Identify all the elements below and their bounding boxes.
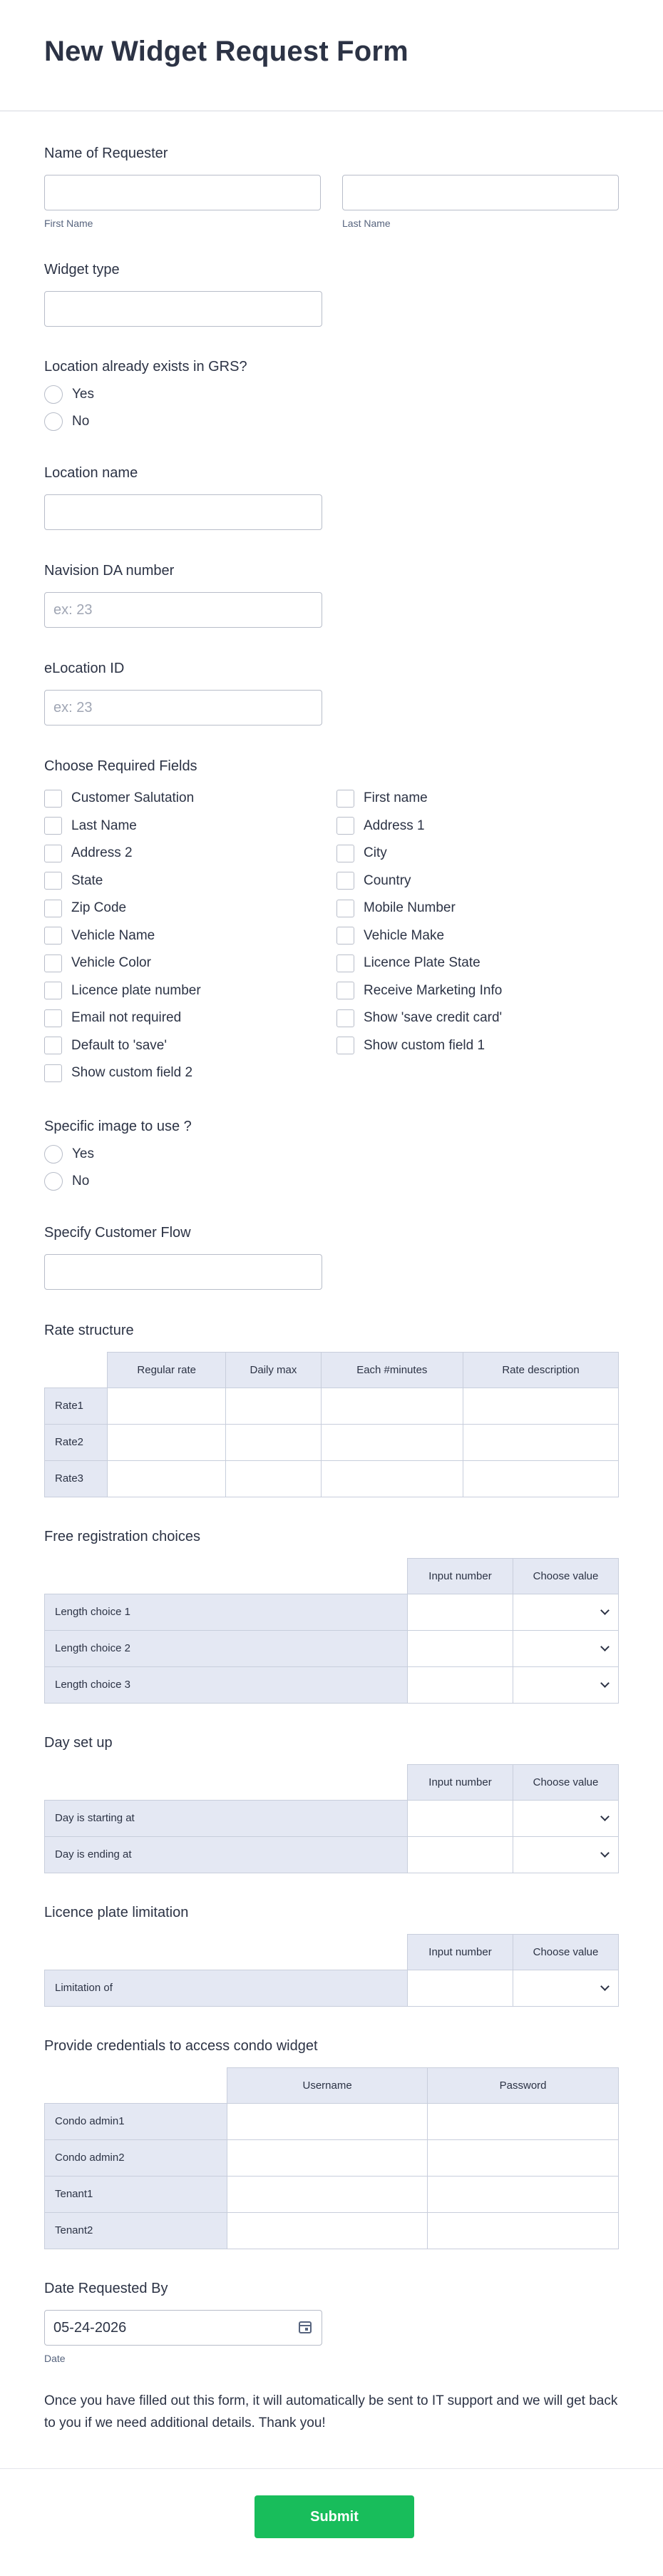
table-row <box>45 1594 619 1630</box>
corner-cell <box>45 1558 408 1594</box>
required-field-checkbox-item[interactable] <box>336 840 629 867</box>
row-header: Limitation of <box>45 1970 408 2006</box>
table-cell-input[interactable] <box>408 1800 513 1836</box>
chevron-down-icon <box>600 1679 610 1688</box>
table-row <box>45 1666 619 1703</box>
checkbox[interactable] <box>336 817 354 835</box>
corner-cell <box>45 1352 108 1388</box>
radio-circle[interactable] <box>44 385 63 404</box>
table-row <box>45 2139 619 2176</box>
required-field-checkbox-item[interactable] <box>44 950 336 977</box>
table-row <box>45 2103 619 2139</box>
table-cell-input[interactable] <box>428 2212 619 2249</box>
table-row <box>45 1424 619 1460</box>
chevron-down-icon <box>600 1982 610 1991</box>
radio-label: Yes <box>72 387 94 402</box>
specific-image-section <box>44 1119 619 1195</box>
checkbox[interactable] <box>44 845 62 862</box>
credentials-section <box>44 2038 619 2249</box>
rate-structure-table <box>44 1352 619 1497</box>
day-setup-section <box>44 1735 619 1873</box>
row-header: Tenant2 <box>45 2212 227 2249</box>
corner-cell <box>45 1934 408 1970</box>
navision-section <box>44 563 619 628</box>
radio-label: No <box>72 1173 90 1188</box>
requester-section <box>44 146 619 229</box>
checkbox-label: Receive Marketing Info <box>364 982 503 998</box>
checkbox-label: Customer Salutation <box>71 790 195 806</box>
location-exists-label: Location already exists in GRS? <box>44 359 247 375</box>
navision-label: Navision DA number <box>44 563 175 579</box>
column-header: Regular rate <box>108 1352 226 1388</box>
required-field-checkbox-item[interactable] <box>336 950 629 977</box>
required-field-checkbox-item[interactable] <box>336 977 629 1005</box>
customer-flow-label: Specify Customer Flow <box>44 1224 191 1241</box>
table-row <box>45 1388 619 1424</box>
checkbox-label: Address 1 <box>364 818 425 833</box>
table-cell-input[interactable] <box>108 1424 226 1460</box>
radio-label: Yes <box>72 1146 94 1161</box>
table-row <box>45 1970 619 2006</box>
checkbox[interactable] <box>44 1009 62 1027</box>
location-name-label: Location name <box>44 465 138 481</box>
checkbox-label: Address 2 <box>71 845 133 861</box>
checkbox-label: Email not required <box>71 1010 182 1026</box>
column-header: Password <box>428 2067 619 2103</box>
table-cell-input[interactable] <box>321 1424 463 1460</box>
chevron-down-icon <box>600 1642 610 1651</box>
table-cell-input[interactable] <box>226 1424 321 1460</box>
radio-circle[interactable] <box>44 1145 63 1164</box>
row-header: Rate3 <box>45 1460 108 1497</box>
required-field-checkbox-item[interactable] <box>336 1032 629 1060</box>
date-value: 05-24-2026 <box>53 2319 127 2336</box>
table-cell-input[interactable] <box>428 2139 619 2176</box>
checkbox-label: Show custom field 2 <box>71 1065 193 1081</box>
required-fields-label: Choose Required Fields <box>44 758 197 774</box>
checkbox-label: Zip Code <box>71 900 127 916</box>
date-requested-section <box>44 2281 619 2364</box>
checkbox-label: Mobile Number <box>364 900 456 916</box>
choose-value-dropdown[interactable] <box>513 1836 619 1873</box>
row-header: Rate1 <box>45 1388 108 1424</box>
table-cell-input[interactable] <box>226 1388 321 1424</box>
radio-circle[interactable] <box>44 1172 63 1191</box>
chevron-down-icon <box>600 1812 610 1821</box>
table-cell-input[interactable] <box>408 1630 513 1666</box>
table-row <box>45 1800 619 1836</box>
navision-placeholder: ex: 23 <box>53 602 93 618</box>
required-field-checkbox-item[interactable] <box>336 813 629 840</box>
elocation-input[interactable] <box>44 690 322 726</box>
rate-structure-label: Rate structure <box>44 1322 134 1338</box>
plate-limit-section <box>44 1905 619 2007</box>
table-cell-input[interactable] <box>408 1666 513 1703</box>
table-cell-input[interactable] <box>408 1594 513 1630</box>
specific-image-label: Specific image to use ? <box>44 1118 192 1134</box>
location-exists-yes[interactable] <box>44 381 619 408</box>
date-input[interactable] <box>44 2310 322 2346</box>
table-cell-input[interactable] <box>108 1388 226 1424</box>
first-name-sublabel: First Name <box>44 218 93 229</box>
elocation-section <box>44 661 619 726</box>
checkbox[interactable] <box>44 982 62 999</box>
customer-flow-section <box>44 1225 619 1290</box>
credentials-label: Provide credentials to access condo widget <box>44 2037 318 2054</box>
checkbox[interactable] <box>44 872 62 890</box>
required-fields-section <box>44 758 619 1087</box>
checkbox[interactable] <box>336 982 354 999</box>
location-name-input[interactable] <box>44 494 322 530</box>
checkbox[interactable] <box>336 845 354 862</box>
row-header: Tenant1 <box>45 2176 227 2212</box>
column-header: Input number <box>408 1934 513 1970</box>
choose-value-dropdown[interactable] <box>513 1666 619 1703</box>
table-cell-input[interactable] <box>463 1460 619 1497</box>
checkbox[interactable] <box>336 900 354 917</box>
checkbox-label: City <box>364 845 387 861</box>
row-header: Length choice 3 <box>45 1666 408 1703</box>
form-header <box>0 0 663 111</box>
corner-cell <box>45 2067 227 2103</box>
table-row <box>45 1460 619 1497</box>
row-header: Condo admin2 <box>45 2139 227 2176</box>
checkbox[interactable] <box>44 900 62 917</box>
table-cell-input[interactable] <box>321 1388 463 1424</box>
table-cell-input[interactable] <box>227 2103 428 2139</box>
checkbox[interactable] <box>44 1037 62 1054</box>
table-row <box>45 1836 619 1873</box>
rate-structure-section <box>44 1323 619 1497</box>
table-cell-input[interactable] <box>408 1836 513 1873</box>
required-field-checkbox-item[interactable] <box>336 895 629 922</box>
checkbox-label: State <box>71 872 103 888</box>
page-title: New Widget Request Form <box>44 36 408 67</box>
column-header: Daily max <box>226 1352 321 1388</box>
checkbox[interactable] <box>44 954 62 972</box>
free-registration-table <box>44 1558 619 1704</box>
free-registration-label: Free registration choices <box>44 1528 200 1544</box>
credentials-table <box>44 2067 619 2249</box>
widget-type-label: Widget type <box>44 262 120 278</box>
closing-note-section <box>44 2390 619 2434</box>
checkbox[interactable] <box>336 872 354 890</box>
requester-label: Name of Requester <box>44 146 168 161</box>
checkbox-label: Vehicle Color <box>71 955 151 971</box>
required-field-checkbox-item[interactable] <box>44 840 336 867</box>
form-footer <box>0 2468 663 2576</box>
choose-value-dropdown[interactable] <box>513 1970 619 2006</box>
checkbox-label: Vehicle Name <box>71 927 155 943</box>
column-header: Choose value <box>513 1558 619 1594</box>
column-header: Choose value <box>513 1934 619 1970</box>
required-field-checkbox-item[interactable] <box>44 1059 336 1087</box>
customer-flow-input[interactable] <box>44 1254 322 1290</box>
required-field-checkbox-item[interactable] <box>336 867 629 895</box>
table-cell-input[interactable] <box>227 2212 428 2249</box>
table-cell-input[interactable] <box>463 1424 619 1460</box>
choose-value-dropdown[interactable] <box>513 1594 619 1630</box>
column-header: Input number <box>408 1558 513 1594</box>
column-header: Rate description <box>463 1352 619 1388</box>
checkbox[interactable] <box>44 790 62 808</box>
navision-input[interactable] <box>44 592 322 628</box>
first-name-input[interactable] <box>44 175 321 210</box>
calendar-icon[interactable] <box>299 2321 312 2333</box>
checkbox[interactable] <box>336 927 354 945</box>
radio-circle[interactable] <box>44 412 63 431</box>
table-cell-input[interactable] <box>408 1970 513 2006</box>
radio-label: No <box>72 414 90 429</box>
submit-button[interactable]: Submit <box>255 2495 414 2538</box>
last-name-input[interactable] <box>342 175 619 210</box>
column-header: Input number <box>408 1764 513 1800</box>
checkbox-label: Last Name <box>71 818 137 833</box>
row-header: Day is ending at <box>45 1836 408 1873</box>
location-exists-section <box>44 359 619 435</box>
elocation-label: eLocation ID <box>44 661 125 676</box>
specific-image-yes[interactable] <box>44 1141 619 1168</box>
checkbox[interactable] <box>336 954 354 972</box>
checkbox[interactable] <box>336 790 354 808</box>
column-header: Each #minutes <box>321 1352 463 1388</box>
elocation-placeholder: ex: 23 <box>53 700 93 716</box>
required-field-checkbox-item[interactable] <box>44 785 336 813</box>
checkbox-label: Show custom field 1 <box>364 1037 485 1053</box>
date-sublabel: Date <box>44 2352 66 2364</box>
checkbox-label: First name <box>364 790 428 806</box>
plate-limit-table <box>44 1934 619 2007</box>
corner-cell <box>45 1764 408 1800</box>
checkbox[interactable] <box>44 1064 62 1082</box>
checkbox[interactable] <box>336 1009 354 1027</box>
table-cell-input[interactable] <box>227 2176 428 2212</box>
required-field-checkbox-item[interactable] <box>44 977 336 1005</box>
required-field-checkbox-item[interactable] <box>44 1032 336 1060</box>
choose-value-dropdown[interactable] <box>513 1800 619 1836</box>
table-cell-input[interactable] <box>428 2103 619 2139</box>
table-row <box>45 2176 619 2212</box>
checkbox-label: Country <box>364 872 411 888</box>
checkbox[interactable] <box>44 817 62 835</box>
table-cell-input[interactable] <box>108 1460 226 1497</box>
plate-limit-label: Licence plate limitation <box>44 1904 189 1920</box>
required-field-checkbox-item[interactable] <box>336 1004 629 1032</box>
last-name-sublabel: Last Name <box>342 218 391 229</box>
day-setup-table <box>44 1764 619 1873</box>
required-field-checkbox-item[interactable] <box>44 813 336 840</box>
checkbox-label: Show 'save credit card' <box>364 1010 503 1026</box>
checkbox-label: Licence plate number <box>71 982 201 998</box>
location-name-section <box>44 465 619 530</box>
checkbox-label: Vehicle Make <box>364 927 445 943</box>
required-field-checkbox-item[interactable] <box>336 922 629 950</box>
date-requested-label: Date Requested By <box>44 2280 168 2296</box>
required-field-checkbox-item[interactable] <box>336 785 629 813</box>
table-row <box>45 2212 619 2249</box>
required-fields-list <box>44 785 619 1087</box>
table-row <box>45 1630 619 1666</box>
row-header: Length choice 2 <box>45 1630 408 1666</box>
checkbox-label: Licence Plate State <box>364 955 480 971</box>
checkbox[interactable] <box>44 927 62 945</box>
widget-type-input[interactable] <box>44 291 322 327</box>
required-field-checkbox-item[interactable] <box>44 922 336 950</box>
table-cell-input[interactable] <box>226 1460 321 1497</box>
location-exists-no[interactable] <box>44 408 619 435</box>
row-header: Rate2 <box>45 1424 108 1460</box>
row-header: Day is starting at <box>45 1800 408 1836</box>
widget-type-section <box>44 262 619 327</box>
row-header: Condo admin1 <box>45 2103 227 2139</box>
checkbox-label: Default to 'save' <box>71 1037 167 1053</box>
choose-value-dropdown[interactable] <box>513 1630 619 1666</box>
required-field-checkbox-item[interactable] <box>44 895 336 922</box>
checkbox[interactable] <box>336 1037 354 1054</box>
column-header: Choose value <box>513 1764 619 1800</box>
chevron-down-icon <box>600 1848 610 1858</box>
table-cell-input[interactable] <box>321 1460 463 1497</box>
column-header: Username <box>227 2067 428 2103</box>
form-body <box>0 146 663 2434</box>
closing-note: Once you have filled out this form, it will automatically be sent to IT support and we will get back to you if we need additional details. Thank you! <box>44 2393 618 2430</box>
table-cell-input[interactable] <box>463 1388 619 1424</box>
table-cell-input[interactable] <box>428 2176 619 2212</box>
chevron-down-icon <box>600 1606 610 1615</box>
free-registration-section <box>44 1529 619 1704</box>
day-setup-label: Day set up <box>44 1734 113 1751</box>
required-field-checkbox-item[interactable] <box>44 867 336 895</box>
table-cell-input[interactable] <box>227 2139 428 2176</box>
specific-image-no[interactable] <box>44 1168 619 1195</box>
row-header: Length choice 1 <box>45 1594 408 1630</box>
required-field-checkbox-item[interactable] <box>44 1004 336 1032</box>
